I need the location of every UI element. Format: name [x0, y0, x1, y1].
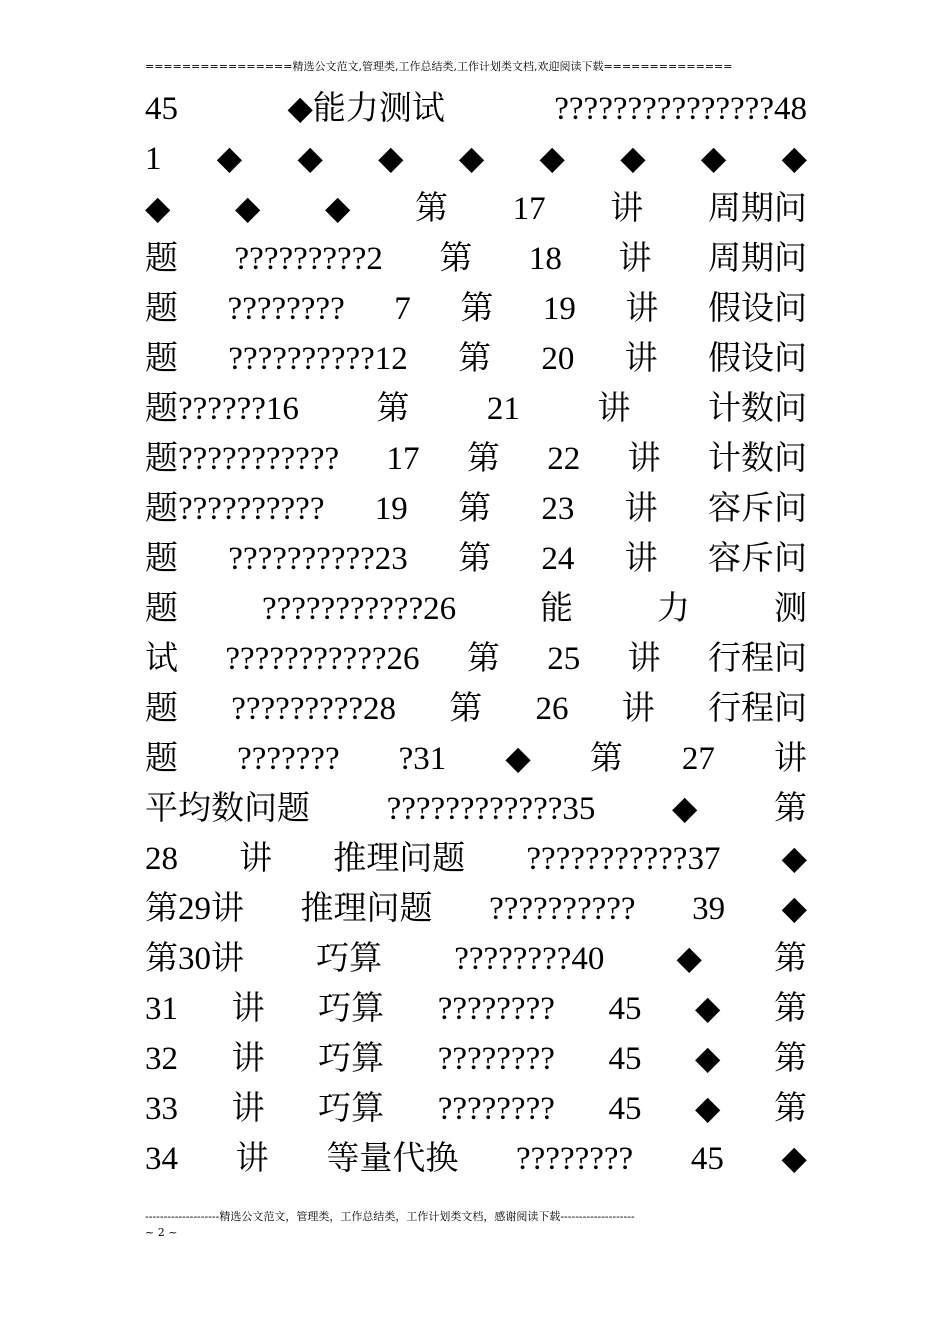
text-line [145, 834, 807, 884]
text-segment: 行程问 [708, 641, 807, 677]
text-segment: 第29讲 [145, 891, 244, 927]
text-segment: ???????? [437, 991, 555, 1027]
text-segment: 讲 [627, 641, 661, 677]
text-segment: ◆ [235, 191, 261, 227]
text-segment: 19 [374, 491, 408, 527]
text-segment: ◆ [695, 991, 721, 1027]
text-segment: ◆ [325, 191, 351, 227]
text-segment: 第 [376, 391, 410, 427]
text-segment: 讲 [624, 491, 658, 527]
text-segment: ??????????12 [228, 341, 408, 377]
text-segment: 题 [145, 291, 178, 327]
page-header: ================精选公文范文,管理类,工作总结类,工作计划类文档,欢迎阅读下载============== [145, 60, 733, 73]
text-segment: ◆ [620, 141, 646, 177]
text-segment: ◆ [700, 141, 727, 177]
text-segment: 第 [773, 1091, 807, 1127]
text-segment: 等量代换 [326, 1141, 459, 1177]
text-segment: ◆ [378, 141, 404, 177]
text-segment: 第 [773, 1041, 807, 1077]
text-segment: ?31 [398, 741, 447, 777]
text-segment: ◆ [781, 141, 807, 177]
text-segment: 第 [589, 741, 623, 777]
text-segment: 推理问题 [300, 891, 433, 927]
text-segment: 第 [460, 291, 494, 327]
text-segment: ????????????35 [386, 791, 596, 827]
text-segment: 33 [145, 1091, 178, 1127]
text-segment: 第 [439, 241, 473, 277]
text-segment: ◆能力测试 [287, 91, 445, 127]
page-number: ~ 2 ~ [145, 1226, 178, 1239]
text-segment: 题 [145, 541, 178, 577]
text-segment: 讲 [231, 1041, 265, 1077]
text-line [145, 634, 807, 684]
text-segment: 题 [145, 241, 178, 277]
text-segment: ????????40 [454, 941, 605, 977]
text-segment: 讲 [624, 541, 658, 577]
text-segment: 第 [449, 691, 483, 727]
text-line [145, 284, 807, 334]
text-segment: 讲 [597, 391, 631, 427]
text-segment: 假设问 [707, 291, 807, 327]
text-segment: 45 [608, 991, 642, 1027]
text-line [145, 134, 807, 184]
text-segment: ??????? [237, 741, 340, 777]
text-segment: 第 [466, 441, 500, 477]
text-segment: ◆ [781, 891, 807, 927]
text-segment: 讲 [773, 741, 807, 777]
text-segment: 17 [386, 441, 420, 477]
text-segment: 容斥问 [707, 491, 807, 527]
text-segment: 45 [690, 1141, 724, 1177]
text-segment: 24 [541, 541, 575, 577]
text-line [145, 934, 807, 984]
text-segment: 45 [608, 1041, 642, 1077]
text-segment: 讲 [621, 691, 655, 727]
text-segment: 讲 [625, 291, 659, 327]
text-segment: 巧算 [318, 991, 385, 1027]
text-segment: 45 [608, 1091, 642, 1127]
text-segment: 力 [657, 591, 691, 627]
text-segment: ???????????26 [225, 641, 420, 677]
text-segment: 第30讲 [145, 941, 244, 977]
text-segment: 第 [415, 191, 449, 227]
text-segment: 能 [540, 591, 574, 627]
text-segment: ?????????2 [234, 241, 383, 277]
text-segment: 周期问 [707, 241, 807, 277]
text-segment: ◆ [145, 191, 171, 227]
text-segment: 题?????????? [145, 491, 325, 527]
text-segment: ???????? [437, 1041, 555, 1077]
text-segment: 平均数问题 [145, 791, 310, 827]
text-line [145, 584, 807, 634]
text-segment: 32 [145, 1041, 178, 1077]
text-segment: 讲 [235, 1141, 269, 1177]
text-line [145, 84, 807, 134]
text-segment: 讲 [231, 1091, 265, 1127]
table-of-contents-text [145, 84, 807, 1184]
text-segment: ???????? [437, 1091, 555, 1127]
text-segment: ???????? [516, 1141, 634, 1177]
text-segment: ?????????28 [231, 691, 397, 727]
text-line [145, 1134, 807, 1184]
text-segment: 31 [145, 991, 178, 1027]
text-segment: ◆ [216, 141, 243, 177]
text-segment: 20 [541, 341, 575, 377]
text-segment: ◆ [781, 841, 807, 877]
text-segment: ◆ [695, 1041, 721, 1077]
text-segment: 第 [458, 341, 492, 377]
text-segment: 25 [547, 641, 581, 677]
text-segment: 题 [145, 591, 178, 627]
page-footer: --------------------精选公文范文，管理类，工作总结类，工作计划类文档，感谢阅读下载-------------------- [145, 1210, 635, 1223]
text-line [145, 534, 807, 584]
text-line [145, 984, 807, 1034]
text-segment: 26 [535, 691, 569, 727]
text-segment: ◆ [539, 141, 565, 177]
text-segment: 1 [145, 141, 162, 177]
text-segment: 第 [773, 941, 807, 977]
text-segment: 第 [458, 541, 492, 577]
text-segment: ???????????26 [261, 591, 457, 627]
text-segment: 题??????????? [145, 441, 340, 477]
text-segment: ◆ [671, 791, 698, 827]
text-segment: 第 [458, 491, 492, 527]
text-segment: 34 [145, 1141, 178, 1177]
text-segment: ?????????? [489, 891, 636, 927]
text-segment: 第 [773, 991, 807, 1027]
text-line [145, 334, 807, 384]
text-segment: 第 [773, 791, 807, 827]
text-segment: 23 [541, 491, 575, 527]
text-line [145, 234, 807, 284]
text-segment: 17 [512, 191, 546, 227]
text-segment: 行程问 [708, 691, 807, 727]
text-line [145, 434, 807, 484]
text-segment: 假设问 [707, 341, 807, 377]
text-segment: 27 [681, 741, 715, 777]
text-segment: ???????????????48 [554, 91, 807, 127]
text-segment: 讲 [610, 191, 644, 227]
text-segment: 28 [145, 841, 178, 877]
text-segment: 测 [774, 591, 807, 627]
text-line [145, 684, 807, 734]
text-segment: ???????????37 [526, 841, 721, 877]
text-segment: 试 [145, 641, 178, 677]
text-line [145, 184, 807, 234]
text-segment: 18 [528, 241, 562, 277]
text-segment: ◆ [297, 141, 323, 177]
text-segment: 周期问 [707, 191, 807, 227]
text-segment: 计数问 [708, 441, 807, 477]
text-segment: ◆ [781, 1141, 807, 1177]
text-segment: 讲 [231, 991, 265, 1027]
text-segment: 讲 [624, 341, 658, 377]
text-segment: 巧算 [316, 941, 383, 977]
text-segment: 巧算 [318, 1091, 385, 1127]
text-segment: 22 [547, 441, 581, 477]
text-segment: 45 [145, 91, 178, 127]
text-segment: 巧算 [318, 1041, 385, 1077]
text-line [145, 884, 807, 934]
text-segment: 7 [394, 291, 411, 327]
text-segment: 题??????16 [145, 391, 299, 427]
text-segment: 题 [145, 341, 178, 377]
text-segment: 19 [542, 291, 576, 327]
text-line [145, 1084, 807, 1134]
text-segment: 21 [486, 391, 520, 427]
text-line [145, 384, 807, 434]
text-segment: 讲 [618, 241, 652, 277]
text-line [145, 1034, 807, 1084]
text-line [145, 484, 807, 534]
text-segment: ??????????23 [228, 541, 408, 577]
text-segment: ◆ [676, 941, 702, 977]
text-segment: ???????? [227, 291, 345, 327]
text-segment: 讲 [627, 441, 661, 477]
text-segment: 39 [692, 891, 726, 927]
text-line [145, 734, 807, 784]
text-segment: 第 [466, 641, 500, 677]
text-segment: ◆ [505, 741, 531, 777]
text-segment: 题 [145, 741, 178, 777]
text-segment: 题 [145, 691, 178, 727]
text-segment: ◆ [458, 141, 485, 177]
text-line [145, 784, 807, 834]
text-segment: 计数问 [707, 391, 807, 427]
text-segment: 容斥问 [707, 541, 807, 577]
text-segment: 讲 [239, 841, 273, 877]
text-segment: 推理问题 [333, 841, 466, 877]
text-segment: ◆ [695, 1091, 721, 1127]
